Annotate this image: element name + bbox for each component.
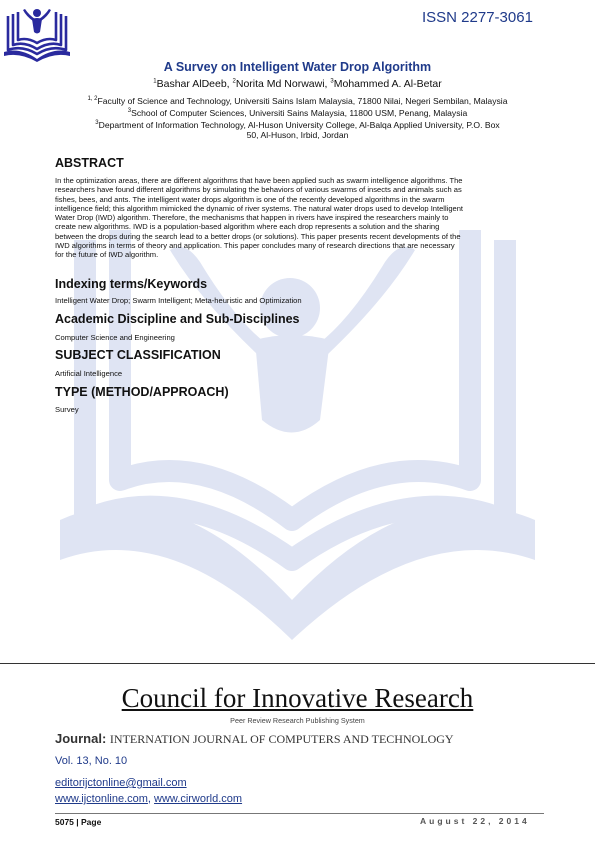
footer-divider bbox=[55, 813, 544, 814]
abstract-line: researchers have found different algorithms by simulating the behaviors of various swarms of insects and animals such as bbox=[55, 185, 462, 195]
author-name: Bashar AlDeeb, bbox=[156, 78, 233, 90]
affiliation-text: Faculty of Science and Technology, Universiti Sains Islam Malaysia, 71800 Nilai, Negeri Sembilan, Malaysia bbox=[97, 95, 508, 106]
journal-logo bbox=[2, 2, 72, 62]
abstract-line: for the future of IWD algorithm. bbox=[55, 250, 159, 260]
affiliation bbox=[40, 106, 555, 119]
affiliation-sup: 3 bbox=[127, 108, 132, 114]
website-link-ijct[interactable]: www.ijctonline.com bbox=[55, 793, 148, 805]
discipline-heading: Academic Discipline and Sub-Disciplines bbox=[55, 312, 300, 326]
author-name: Mohammed A. Al-Betar bbox=[333, 78, 442, 90]
publication-date: August 22, 2014 bbox=[420, 816, 530, 826]
affiliation bbox=[40, 130, 555, 141]
abstract-line: create new algorithms. IWD is a population-based algorithm where each drop represents a solution and the sharing bbox=[55, 222, 440, 232]
author-sup: 1 bbox=[153, 78, 157, 85]
affiliation-text: Department of Information Technology, Al-Huson University College, Al-Balqa Applied University, P.O. Box bbox=[98, 119, 500, 130]
subject-text: Artificial Intelligence bbox=[55, 369, 123, 378]
abstract-body bbox=[55, 176, 544, 260]
subject-heading: SUBJECT CLASSIFICATION bbox=[55, 348, 221, 362]
abstract-line: fishes, bees, and ants. The intelligent water drops algorithm is one of the recently developed algorithms in the swarm bbox=[55, 194, 445, 204]
volume-info: Vol. 13, No. 10 bbox=[55, 755, 128, 767]
keywords-heading: Indexing terms/Keywords bbox=[55, 277, 208, 291]
email-row bbox=[55, 773, 187, 791]
affiliation bbox=[40, 118, 555, 131]
affiliation bbox=[40, 94, 555, 107]
abstract-heading: ABSTRACT bbox=[55, 156, 124, 170]
email-link[interactable]: editorijctonline@gmail.com bbox=[55, 777, 187, 789]
website-separator: , bbox=[147, 793, 155, 805]
abstract-line: intelligence field; this algorithm mimicked the dynamic of river systems. The natural water drops used to develop Intelligent bbox=[55, 203, 464, 213]
affiliation-text: School of Computer Sciences, Universiti Sains Malaysia, 11800 USM, Penang, Malaysia bbox=[131, 107, 468, 118]
website-row bbox=[55, 793, 242, 805]
website-link-cirworld[interactable]: www.cirworld.com bbox=[154, 793, 243, 805]
affiliation-text: 50, Al-Huson, Irbid, Jordan bbox=[246, 130, 349, 140]
journal-label: Journal: bbox=[55, 731, 107, 746]
type-text: Survey bbox=[55, 405, 79, 414]
abstract-line: IWD algorithms in terms of theory and application. This paper concludes many of research directions that are necessary bbox=[55, 241, 455, 251]
abstract-line: between the drops during the search lead to a better drops (or solutions). This paper presents recent developments of the bbox=[55, 231, 461, 241]
page-number: 5075 | Page bbox=[55, 817, 102, 827]
author-name: Norita Md Norwawi, bbox=[235, 78, 331, 90]
peer-review-tagline: Peer Review Research Publishing System bbox=[230, 716, 365, 725]
author-sup: 2 bbox=[232, 78, 236, 85]
affiliation-sup: 3 bbox=[95, 120, 99, 126]
keywords-text: Intelligent Water Drop; Swarm Intelligent; Meta-heuristic and Optimization bbox=[55, 296, 302, 305]
divider bbox=[0, 663, 595, 664]
journal-line bbox=[55, 731, 454, 747]
council-title: Council for Innovative Research bbox=[121, 683, 474, 713]
abstract-line: In the optimization areas, there are different algorithms that have been applied such as swarm intelligence algorithms. The bbox=[55, 176, 463, 185]
author-sup: 3 bbox=[330, 78, 334, 85]
discipline-text: Computer Science and Engineering bbox=[55, 333, 175, 342]
abstract-line: Water Drop (IWD) algorithm. Therefore, the mechanisms that happen in rivers have inspired the researchers mainly to bbox=[55, 213, 449, 223]
type-heading: TYPE (METHOD/APPROACH) bbox=[55, 385, 229, 399]
issn-label: ISSN 2277-3061 bbox=[422, 9, 533, 26]
paper-title: A Survey on Intelligent Water Drop Algorithm bbox=[163, 60, 432, 74]
author-list bbox=[0, 78, 595, 90]
affiliation-sup: 1, 2 bbox=[87, 96, 98, 102]
journal-name: INTERNATION JOURNAL OF COMPUTERS AND TECHNOLOGY bbox=[109, 732, 454, 746]
